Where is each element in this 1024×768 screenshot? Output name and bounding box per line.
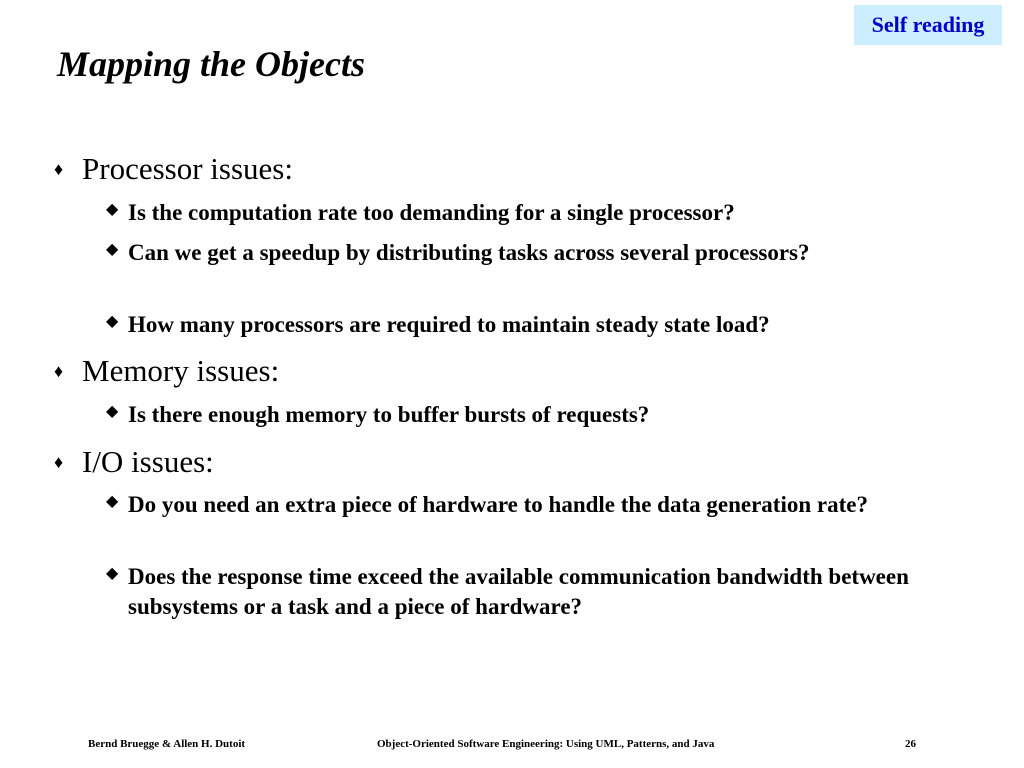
list-item [106, 198, 958, 228]
self-reading-badge: Self reading [854, 5, 1002, 45]
list-item-text: Can we get a speedup by distributing tasks across several processors? [128, 240, 810, 265]
footer-authors: Bernd Bruegge & Allen H. Dutoit [88, 738, 246, 750]
diamond-bullet-icon: ◆ [106, 565, 119, 582]
section-processor [54, 151, 293, 187]
section-heading: Processor issues: [82, 151, 293, 186]
list-item-text: Is the computation rate too demanding for a single processor? [128, 200, 735, 225]
diamond-bullet-icon: ◆ [106, 403, 119, 420]
diamond-bullet-icon: ◆ [106, 201, 119, 218]
list-item [106, 400, 958, 430]
list-item-text: Is there enough memory to buffer bursts of requests? [128, 402, 650, 427]
section-io [54, 444, 214, 480]
list-item [106, 310, 958, 340]
page-number: 26 [905, 738, 916, 750]
section-heading: Memory issues: [82, 353, 280, 388]
list-item [106, 490, 958, 520]
diamond-bullet-icon: ◆ [106, 313, 119, 330]
list-item-text: Do you need an extra piece of hardware to handle the data generation rate? [128, 492, 868, 517]
diamond-bullet-icon: ♦ [54, 452, 64, 472]
list-item-text: Does the response time exceed the available communication bandwidth between subsystems or a task and a piece of hardware? [128, 564, 909, 619]
footer-book-title: Object-Oriented Software Engineering: Using UML, Patterns, and Java [377, 738, 715, 750]
list-item [106, 238, 958, 268]
section-heading: I/O issues: [82, 444, 214, 479]
diamond-bullet-icon: ♦ [54, 361, 64, 381]
section-memory [54, 353, 280, 389]
list-item-text: How many processors are required to maintain steady state load? [128, 312, 770, 337]
diamond-bullet-icon: ♦ [54, 159, 64, 179]
slide-title: Mapping the Objects [57, 44, 366, 84]
list-item [106, 562, 958, 622]
diamond-bullet-icon: ◆ [106, 493, 119, 510]
diamond-bullet-icon: ◆ [106, 241, 119, 258]
